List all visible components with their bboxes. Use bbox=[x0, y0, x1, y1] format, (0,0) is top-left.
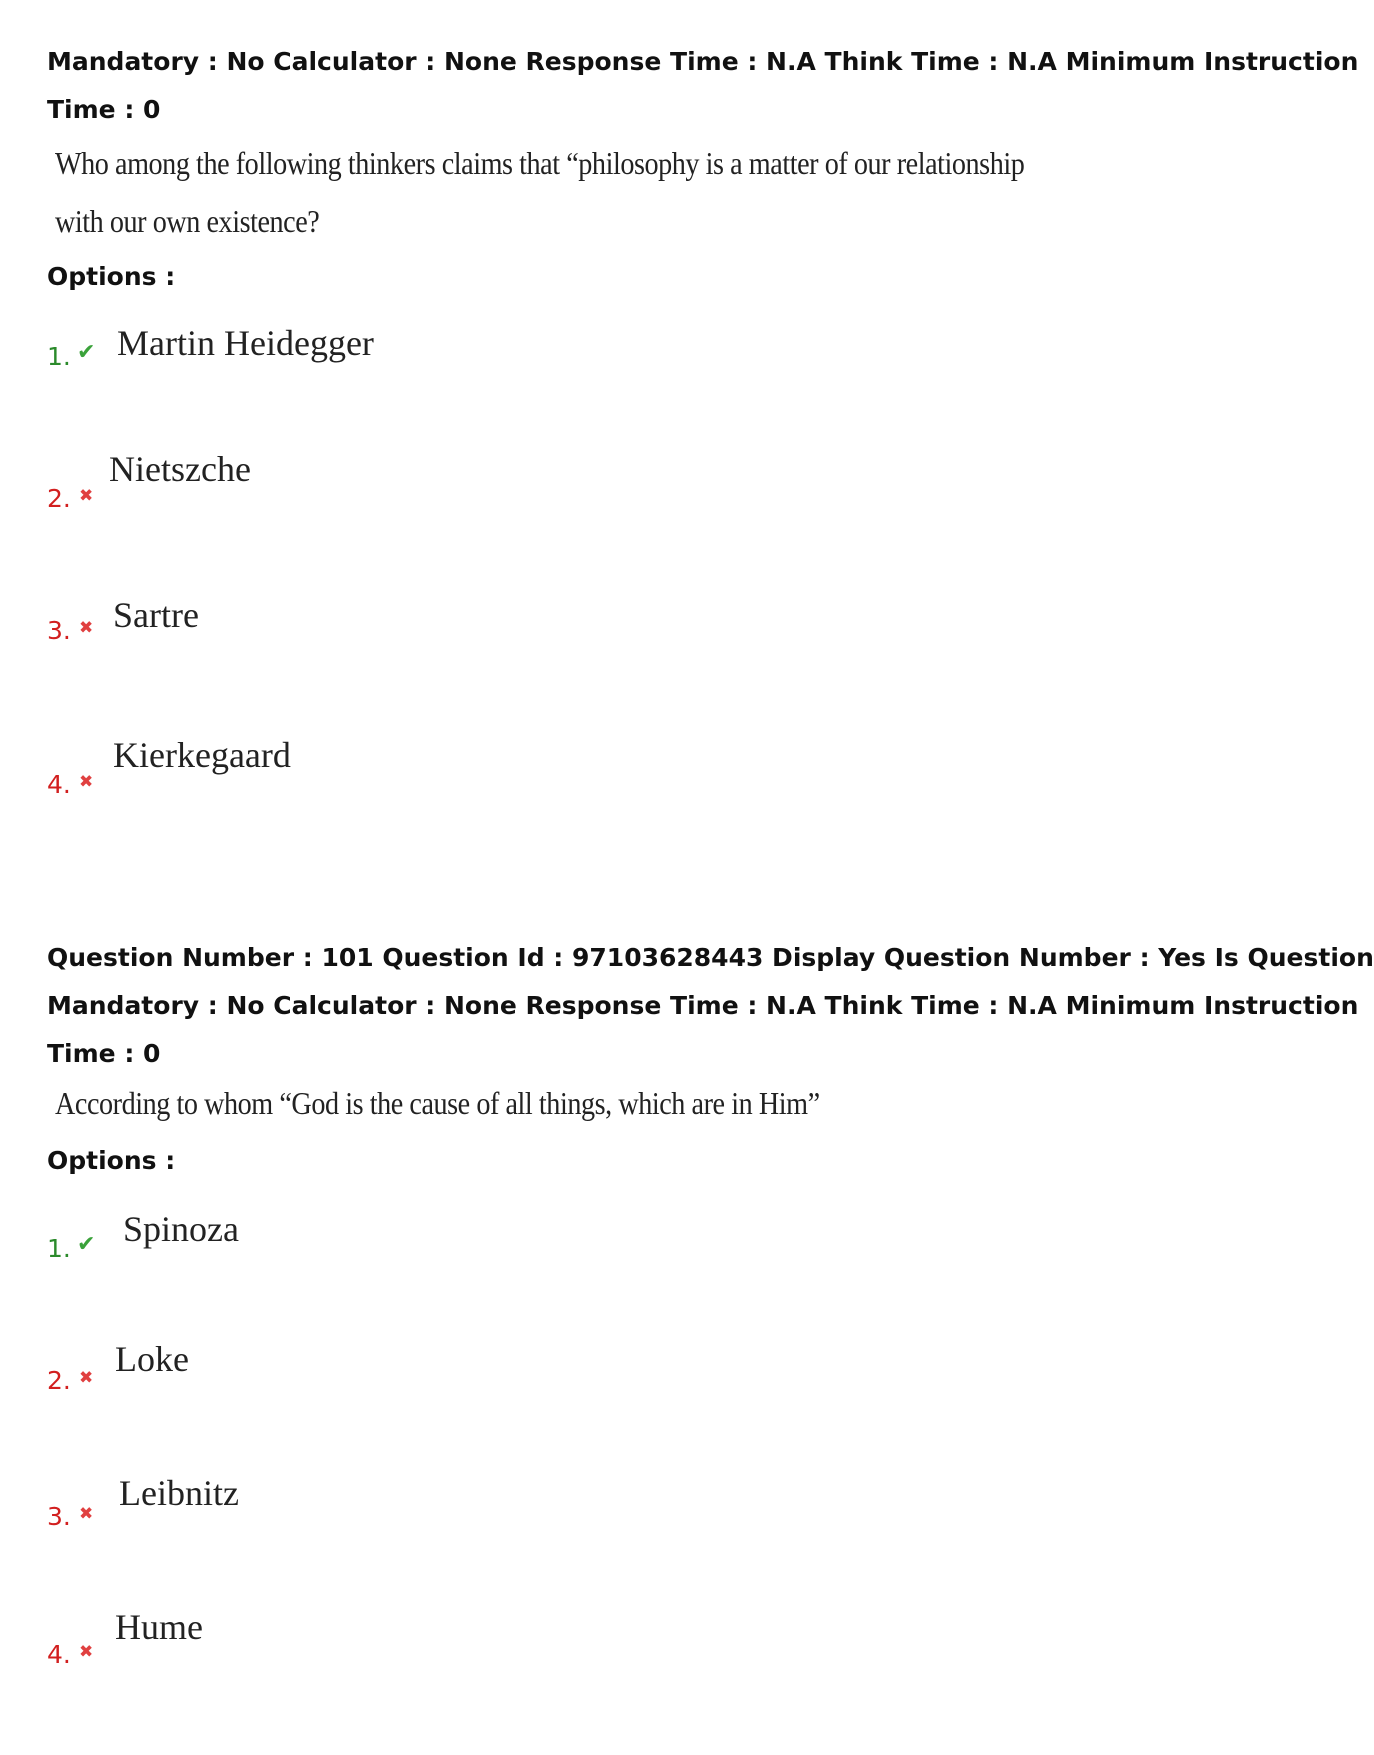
option-number: 2. bbox=[47, 484, 71, 513]
question-line: with our own existence? bbox=[55, 203, 320, 239]
option-text: Spinoza bbox=[123, 1209, 239, 1249]
meta-line: Question Number : 101 Question Id : 97103628443 Display Question Number : Yes Is Question bbox=[47, 943, 1374, 972]
meta-line: Mandatory : No Calculator : None Response Time : N.A Think Time : N.A Minimum Instruction bbox=[47, 991, 1359, 1020]
cross-icon: ✖ bbox=[79, 618, 94, 638]
question-line: According to whom “God is the cause of all things, which are in Him” bbox=[55, 1085, 820, 1121]
check-icon: ✔ bbox=[77, 1232, 96, 1257]
option-text: Kierkegaard bbox=[113, 735, 291, 775]
question-meta bbox=[47, 38, 1359, 134]
options-label: Options : bbox=[47, 262, 176, 291]
cross-icon: ✖ bbox=[79, 772, 94, 792]
option-number: 4. bbox=[47, 1640, 71, 1669]
meta-line: Time : 0 bbox=[47, 1039, 161, 1068]
option-text: Loke bbox=[115, 1339, 189, 1379]
option-text: Nietszche bbox=[109, 449, 251, 489]
cross-icon: ✖ bbox=[79, 1368, 94, 1388]
option-text: Hume bbox=[115, 1607, 203, 1647]
question-text bbox=[55, 1074, 820, 1132]
option-number: 1. bbox=[47, 1234, 71, 1263]
option-number: 2. bbox=[47, 1366, 71, 1395]
option-number: 4. bbox=[47, 770, 71, 799]
option-text: Sartre bbox=[113, 595, 199, 635]
cross-icon: ✖ bbox=[79, 1642, 94, 1662]
meta-line: Time : 0 bbox=[47, 95, 161, 124]
cross-icon: ✖ bbox=[79, 1504, 94, 1524]
question-meta bbox=[47, 934, 1374, 1078]
check-icon: ✔ bbox=[77, 340, 96, 365]
question-line: Who among the following thinkers claims that “philosophy is a matter of our relationship bbox=[55, 145, 1025, 181]
option-text: Martin Heidegger bbox=[117, 323, 374, 363]
option-number: 3. bbox=[47, 1502, 71, 1531]
option-number: 3. bbox=[47, 616, 71, 645]
question-text bbox=[55, 134, 1024, 250]
meta-line: Mandatory : No Calculator : None Response Time : N.A Think Time : N.A Minimum Instruction bbox=[47, 47, 1359, 76]
cross-icon: ✖ bbox=[79, 486, 94, 506]
options-label: Options : bbox=[47, 1146, 176, 1175]
option-number: 1. bbox=[47, 342, 71, 371]
option-text: Leibnitz bbox=[119, 1473, 239, 1513]
